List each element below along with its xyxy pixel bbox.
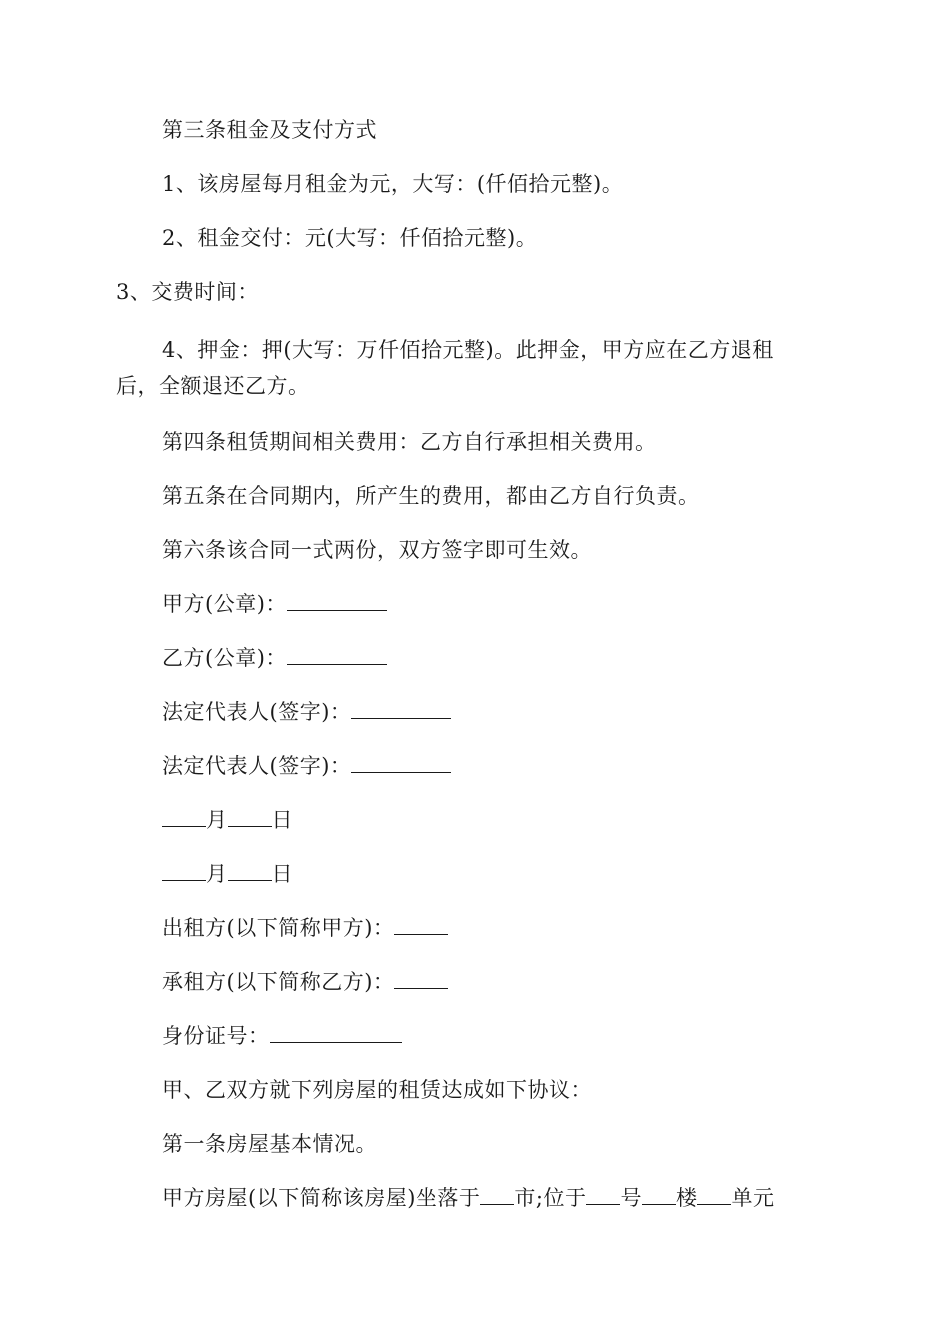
rent-clause-4: 4、押金：押(大写：万仟佰拾元整)。此押金，甲方应在乙方退租后，全额退还乙方。 [116, 338, 774, 398]
article-3-title: 第三条租金及支付方式 [162, 118, 377, 142]
party-b-seal-blank[interactable] [287, 642, 387, 665]
month-blank-1[interactable] [162, 804, 206, 827]
article-6: 第六条该合同一式两份，双方签字即可生效。 [162, 538, 592, 562]
party-b-seal-label: 乙方(公章)： [162, 646, 287, 670]
day-blank-2[interactable] [228, 858, 272, 881]
article-4: 第四条租赁期间相关费用：乙方自行承担相关费用。 [162, 430, 657, 454]
day-label-2: 日 [271, 862, 293, 886]
month-blank-2[interactable] [162, 858, 206, 881]
city-blank[interactable] [480, 1182, 514, 1205]
location-label: 甲方房屋(以下简称该房屋)坐落于 [162, 1186, 481, 1210]
unit-label: 单元 [731, 1186, 775, 1210]
legal-rep-label-2: 法定代表人(签字)： [162, 754, 352, 778]
party-a-seal-line [162, 586, 387, 622]
rent-clause-3: 3、交费时间： [116, 280, 259, 304]
building-blank[interactable] [642, 1182, 676, 1205]
lessee-line [162, 964, 448, 1000]
day-blank-1[interactable] [228, 804, 272, 827]
legal-rep-line-2 [162, 748, 451, 784]
legal-rep-line-1 [162, 694, 451, 730]
lessor-line [162, 910, 448, 946]
id-number-label: 身份证号： [162, 1024, 270, 1048]
party-b-seal-line [162, 640, 387, 676]
id-number-blank[interactable] [270, 1020, 402, 1043]
agreement-statement: 甲、乙双方就下列房屋的租赁达成如下协议： [162, 1078, 592, 1102]
day-label-1: 日 [271, 808, 293, 832]
month-label-1: 月 [206, 808, 228, 832]
lessee-blank[interactable] [394, 966, 448, 989]
month-label-2: 月 [206, 862, 228, 886]
date-line-2 [162, 856, 293, 892]
party-a-seal-blank[interactable] [287, 588, 387, 611]
legal-rep-label-1: 法定代表人(签字)： [162, 700, 352, 724]
unit-blank[interactable] [697, 1182, 731, 1205]
rent-clause-2: 2、租金交付：元(大写：仟佰拾元整)。 [162, 226, 538, 250]
lessor-blank[interactable] [394, 912, 448, 935]
number-label: 号 [620, 1186, 642, 1210]
article-5: 第五条在合同期内，所产生的费用，都由乙方自行负责。 [162, 484, 700, 508]
legal-rep-blank-2[interactable] [351, 750, 451, 773]
legal-rep-blank-1[interactable] [351, 696, 451, 719]
building-label: 楼 [675, 1186, 698, 1210]
date-line-1 [162, 802, 293, 838]
lessor-label: 出租方(以下简称甲方)： [162, 916, 395, 940]
rent-clause-1: 1、该房屋每月租金为元，大写：(仟佰拾元整)。 [162, 172, 624, 196]
house-location-line [162, 1180, 774, 1216]
city-label: 市;位于 [514, 1186, 587, 1210]
party-a-seal-label: 甲方(公章)： [162, 592, 287, 616]
id-number-line [162, 1018, 402, 1054]
article-1-title: 第一条房屋基本情况。 [162, 1132, 377, 1156]
number-blank[interactable] [586, 1182, 620, 1205]
lessee-label: 承租方(以下简称乙方)： [162, 970, 395, 994]
